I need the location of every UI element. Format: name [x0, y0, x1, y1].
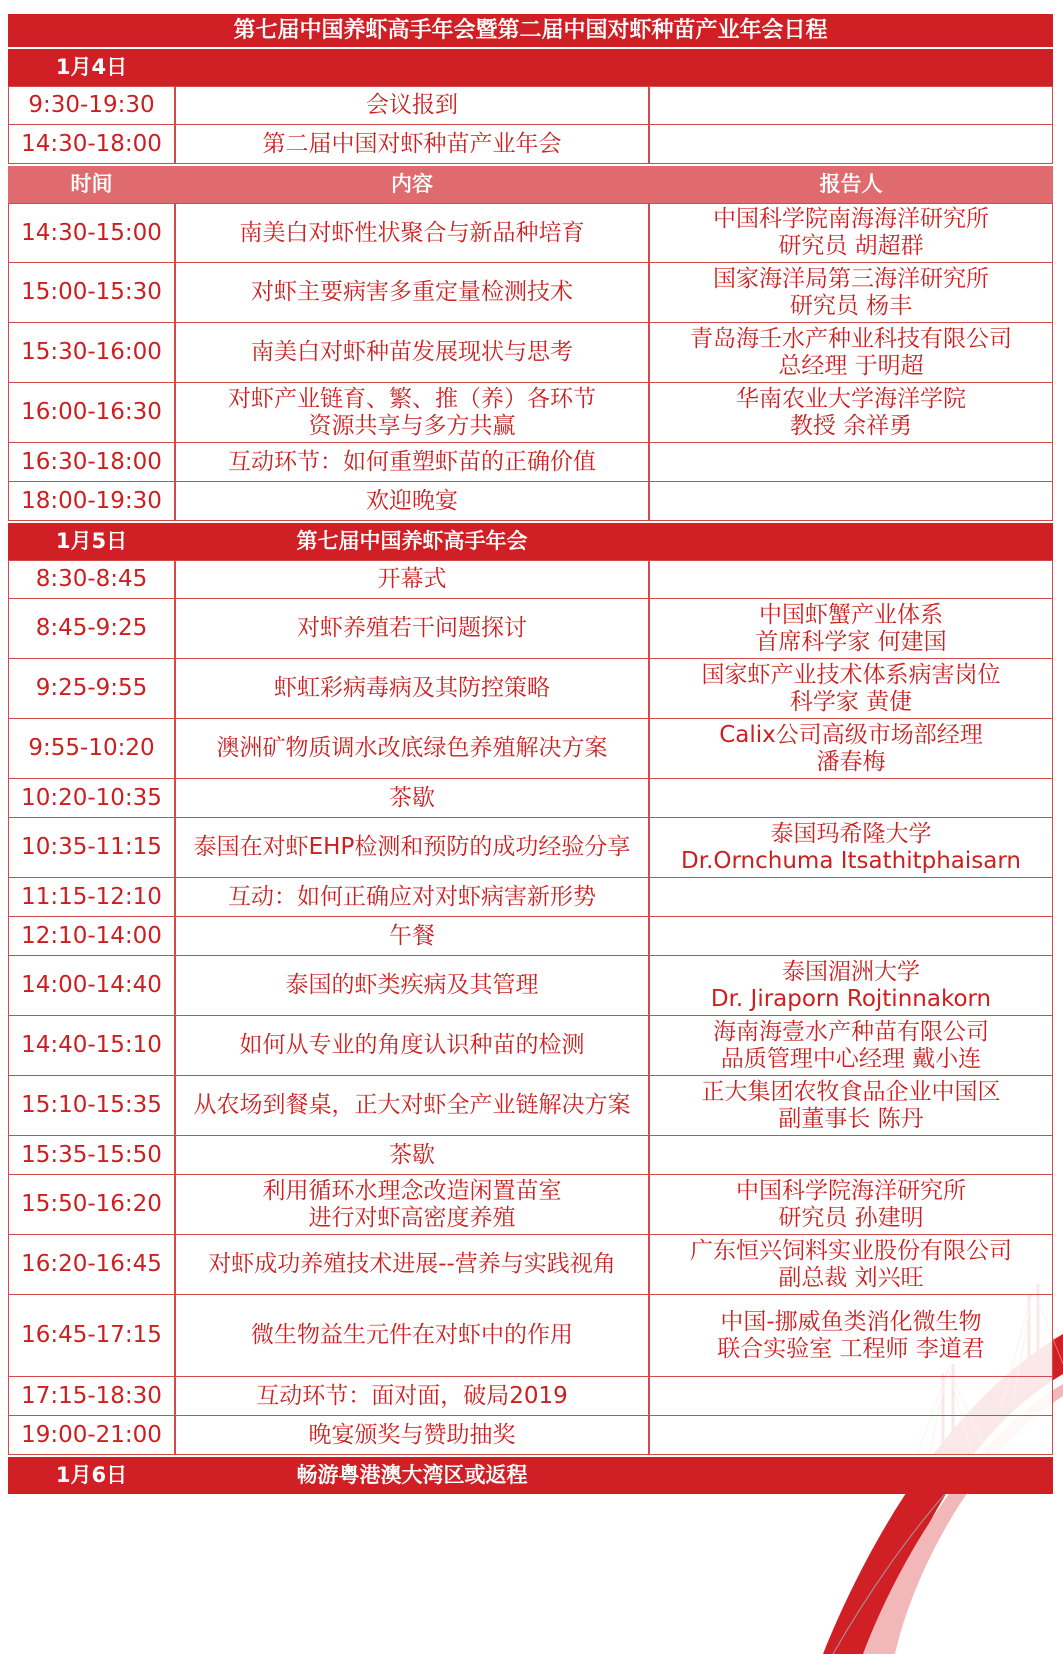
- speaker-cell: [649, 560, 1053, 599]
- schedule-row: [8, 263, 1053, 323]
- speaker-cell: 国家虾产业技术体系病害岗位 科学家 黄倢: [649, 659, 1053, 719]
- content-cell: 澳洲矿物质调水改底绿色养殖解决方案: [175, 719, 649, 779]
- schedule-row: [8, 383, 1053, 443]
- schedule-row: [8, 1416, 1053, 1455]
- schedule-row: [8, 1235, 1053, 1295]
- speaker-cell: [649, 1416, 1053, 1455]
- content-cell: 南美白对虾性状聚合与新品种培育: [175, 203, 649, 263]
- page-title: 第七届中国养虾高手年会暨第二届中国对虾种苗产业年会日程: [8, 14, 1053, 47]
- schedule-row: [8, 482, 1053, 521]
- schedule-row: [8, 659, 1053, 719]
- header-speaker: 报告人: [649, 164, 1053, 203]
- speaker-cell: 国家海洋局第三海洋研究所 研究员 杨丰: [649, 263, 1053, 323]
- content-cell: 对虾产业链育、繁、推（养）各环节 资源共享与多方共赢: [175, 383, 649, 443]
- time-cell: 15:10-15:35: [8, 1076, 175, 1136]
- title-row: [8, 14, 1053, 47]
- time-cell: 14:30-15:00: [8, 203, 175, 263]
- time-cell: 9:55-10:20: [8, 719, 175, 779]
- time-cell: 9:30-19:30: [8, 86, 175, 125]
- content-cell: 虾虹彩病毒病及其防控策略: [175, 659, 649, 719]
- time-cell: 10:35-11:15: [8, 818, 175, 878]
- speaker-cell: [649, 1136, 1053, 1175]
- content-cell: 如何从专业的角度认识种苗的检测: [175, 1016, 649, 1076]
- time-cell: 12:10-14:00: [8, 917, 175, 956]
- speaker-cell: [649, 1377, 1053, 1416]
- schedule-row: [8, 779, 1053, 818]
- speaker-cell: [649, 482, 1053, 521]
- content-cell: 互动：如何正确应对对虾病害新形势: [175, 878, 649, 917]
- content-cell: 互动环节：面对面，破局2019: [175, 1377, 649, 1416]
- speaker-cell: 泰国湄洲大学 Dr. Jiraporn Rojtinnakorn: [649, 956, 1053, 1016]
- schedule-row: [8, 818, 1053, 878]
- time-cell: 8:30-8:45: [8, 560, 175, 599]
- content-cell: 开幕式: [175, 560, 649, 599]
- time-cell: 16:20-16:45: [8, 1235, 175, 1295]
- day-row: [8, 1455, 1053, 1494]
- content-cell: 欢迎晚宴: [175, 482, 649, 521]
- time-cell: 16:45-17:15: [8, 1295, 175, 1377]
- content-cell: 茶歇: [175, 1136, 649, 1175]
- time-cell: 16:00-16:30: [8, 383, 175, 443]
- speaker-cell: [649, 878, 1053, 917]
- speaker-cell: 中国虾蟹产业体系 首席科学家 何建国: [649, 599, 1053, 659]
- content-cell: 互动环节：如何重塑虾苗的正确价值: [175, 443, 649, 482]
- speaker-cell: [649, 917, 1053, 956]
- day-label: 畅游粤港澳大湾区或返程: [175, 1455, 649, 1494]
- speaker-cell: 中国科学院南海海洋研究所 研究员 胡超群: [649, 203, 1053, 263]
- content-cell: 第二届中国对虾种苗产业年会: [175, 125, 649, 164]
- content-cell: 泰国在对虾EHP检测和预防的成功经验分享: [175, 818, 649, 878]
- content-cell: 利用循环水理念改造闲置苗室 进行对虾高密度养殖: [175, 1175, 649, 1235]
- time-cell: 10:20-10:35: [8, 779, 175, 818]
- day-row: [8, 521, 1053, 560]
- day-label: 第七届中国养虾高手年会: [175, 521, 649, 560]
- schedule-row: [8, 323, 1053, 383]
- speaker-cell: 中国-挪威鱼类消化微生物 联合实验室 工程师 李道君: [649, 1295, 1053, 1377]
- header-content: 内容: [175, 164, 649, 203]
- schedule-row: [8, 86, 1053, 125]
- time-cell: 18:00-19:30: [8, 482, 175, 521]
- schedule-row: [8, 443, 1053, 482]
- speaker-cell: Calix公司高级市场部经理 潘春梅: [649, 719, 1053, 779]
- time-cell: 14:00-14:40: [8, 956, 175, 1016]
- content-cell: 泰国的虾类疾病及其管理: [175, 956, 649, 1016]
- schedule-table: [8, 14, 1053, 1494]
- day-row: [8, 47, 1053, 86]
- speaker-cell: [649, 779, 1053, 818]
- time-cell: 16:30-18:00: [8, 443, 175, 482]
- time-cell: 14:30-18:00: [8, 125, 175, 164]
- schedule-row: [8, 560, 1053, 599]
- time-cell: 14:40-15:10: [8, 1016, 175, 1076]
- content-cell: 茶歇: [175, 779, 649, 818]
- time-cell: 15:50-16:20: [8, 1175, 175, 1235]
- schedule-row: [8, 917, 1053, 956]
- content-cell: 午餐: [175, 917, 649, 956]
- schedule-row: [8, 878, 1053, 917]
- day-date: 1月4日: [8, 47, 175, 86]
- time-cell: 19:00-21:00: [8, 1416, 175, 1455]
- day-date: 1月5日: [8, 521, 175, 560]
- schedule-row: [8, 1016, 1053, 1076]
- schedule-row: [8, 956, 1053, 1016]
- speaker-cell: [649, 86, 1053, 125]
- schedule-row: [8, 125, 1053, 164]
- speaker-cell: 华南农业大学海洋学院 教授 余祥勇: [649, 383, 1053, 443]
- header-time: 时间: [8, 164, 175, 203]
- time-cell: 11:15-12:10: [8, 878, 175, 917]
- content-cell: 对虾成功养殖技术进展--营养与实践视角: [175, 1235, 649, 1295]
- schedule-row: [8, 1295, 1053, 1377]
- time-cell: 8:45-9:25: [8, 599, 175, 659]
- content-cell: 晚宴颁奖与赞助抽奖: [175, 1416, 649, 1455]
- content-cell: 微生物益生元件在对虾中的作用: [175, 1295, 649, 1377]
- content-cell: 对虾主要病害多重定量检测技术: [175, 263, 649, 323]
- speaker-cell: 广东恒兴饲料实业股份有限公司 副总裁 刘兴旺: [649, 1235, 1053, 1295]
- time-cell: 17:15-18:30: [8, 1377, 175, 1416]
- speaker-cell: 泰国玛希隆大学 Dr.Ornchuma Itsathitphaisarn: [649, 818, 1053, 878]
- content-cell: 南美白对虾种苗发展现状与思考: [175, 323, 649, 383]
- schedule-row: [8, 1175, 1053, 1235]
- time-cell: 15:35-15:50: [8, 1136, 175, 1175]
- speaker-cell: 海南海壹水产种苗有限公司 品质管理中心经理 戴小连: [649, 1016, 1053, 1076]
- content-cell: 从农场到餐桌，正大对虾全产业链解决方案: [175, 1076, 649, 1136]
- speaker-cell: 中国科学院海洋研究所 研究员 孙建明: [649, 1175, 1053, 1235]
- speaker-cell: [649, 443, 1053, 482]
- schedule-row: [8, 599, 1053, 659]
- schedule-row: [8, 1076, 1053, 1136]
- speaker-cell: [649, 125, 1053, 164]
- column-header-row: [8, 164, 1053, 203]
- schedule-row: [8, 1136, 1053, 1175]
- day-label: [175, 47, 649, 86]
- speaker-cell: 正大集团农牧食品企业中国区 副董事长 陈丹: [649, 1076, 1053, 1136]
- speaker-cell: 青岛海壬水产种业科技有限公司 总经理 于明超: [649, 323, 1053, 383]
- schedule-row: [8, 1377, 1053, 1416]
- content-cell: 对虾养殖若干问题探讨: [175, 599, 649, 659]
- schedule-row: [8, 203, 1053, 263]
- content-cell: 会议报到: [175, 86, 649, 125]
- time-cell: 9:25-9:55: [8, 659, 175, 719]
- time-cell: 15:30-16:00: [8, 323, 175, 383]
- day-date: 1月6日: [8, 1455, 175, 1494]
- time-cell: 15:00-15:30: [8, 263, 175, 323]
- schedule-row: [8, 719, 1053, 779]
